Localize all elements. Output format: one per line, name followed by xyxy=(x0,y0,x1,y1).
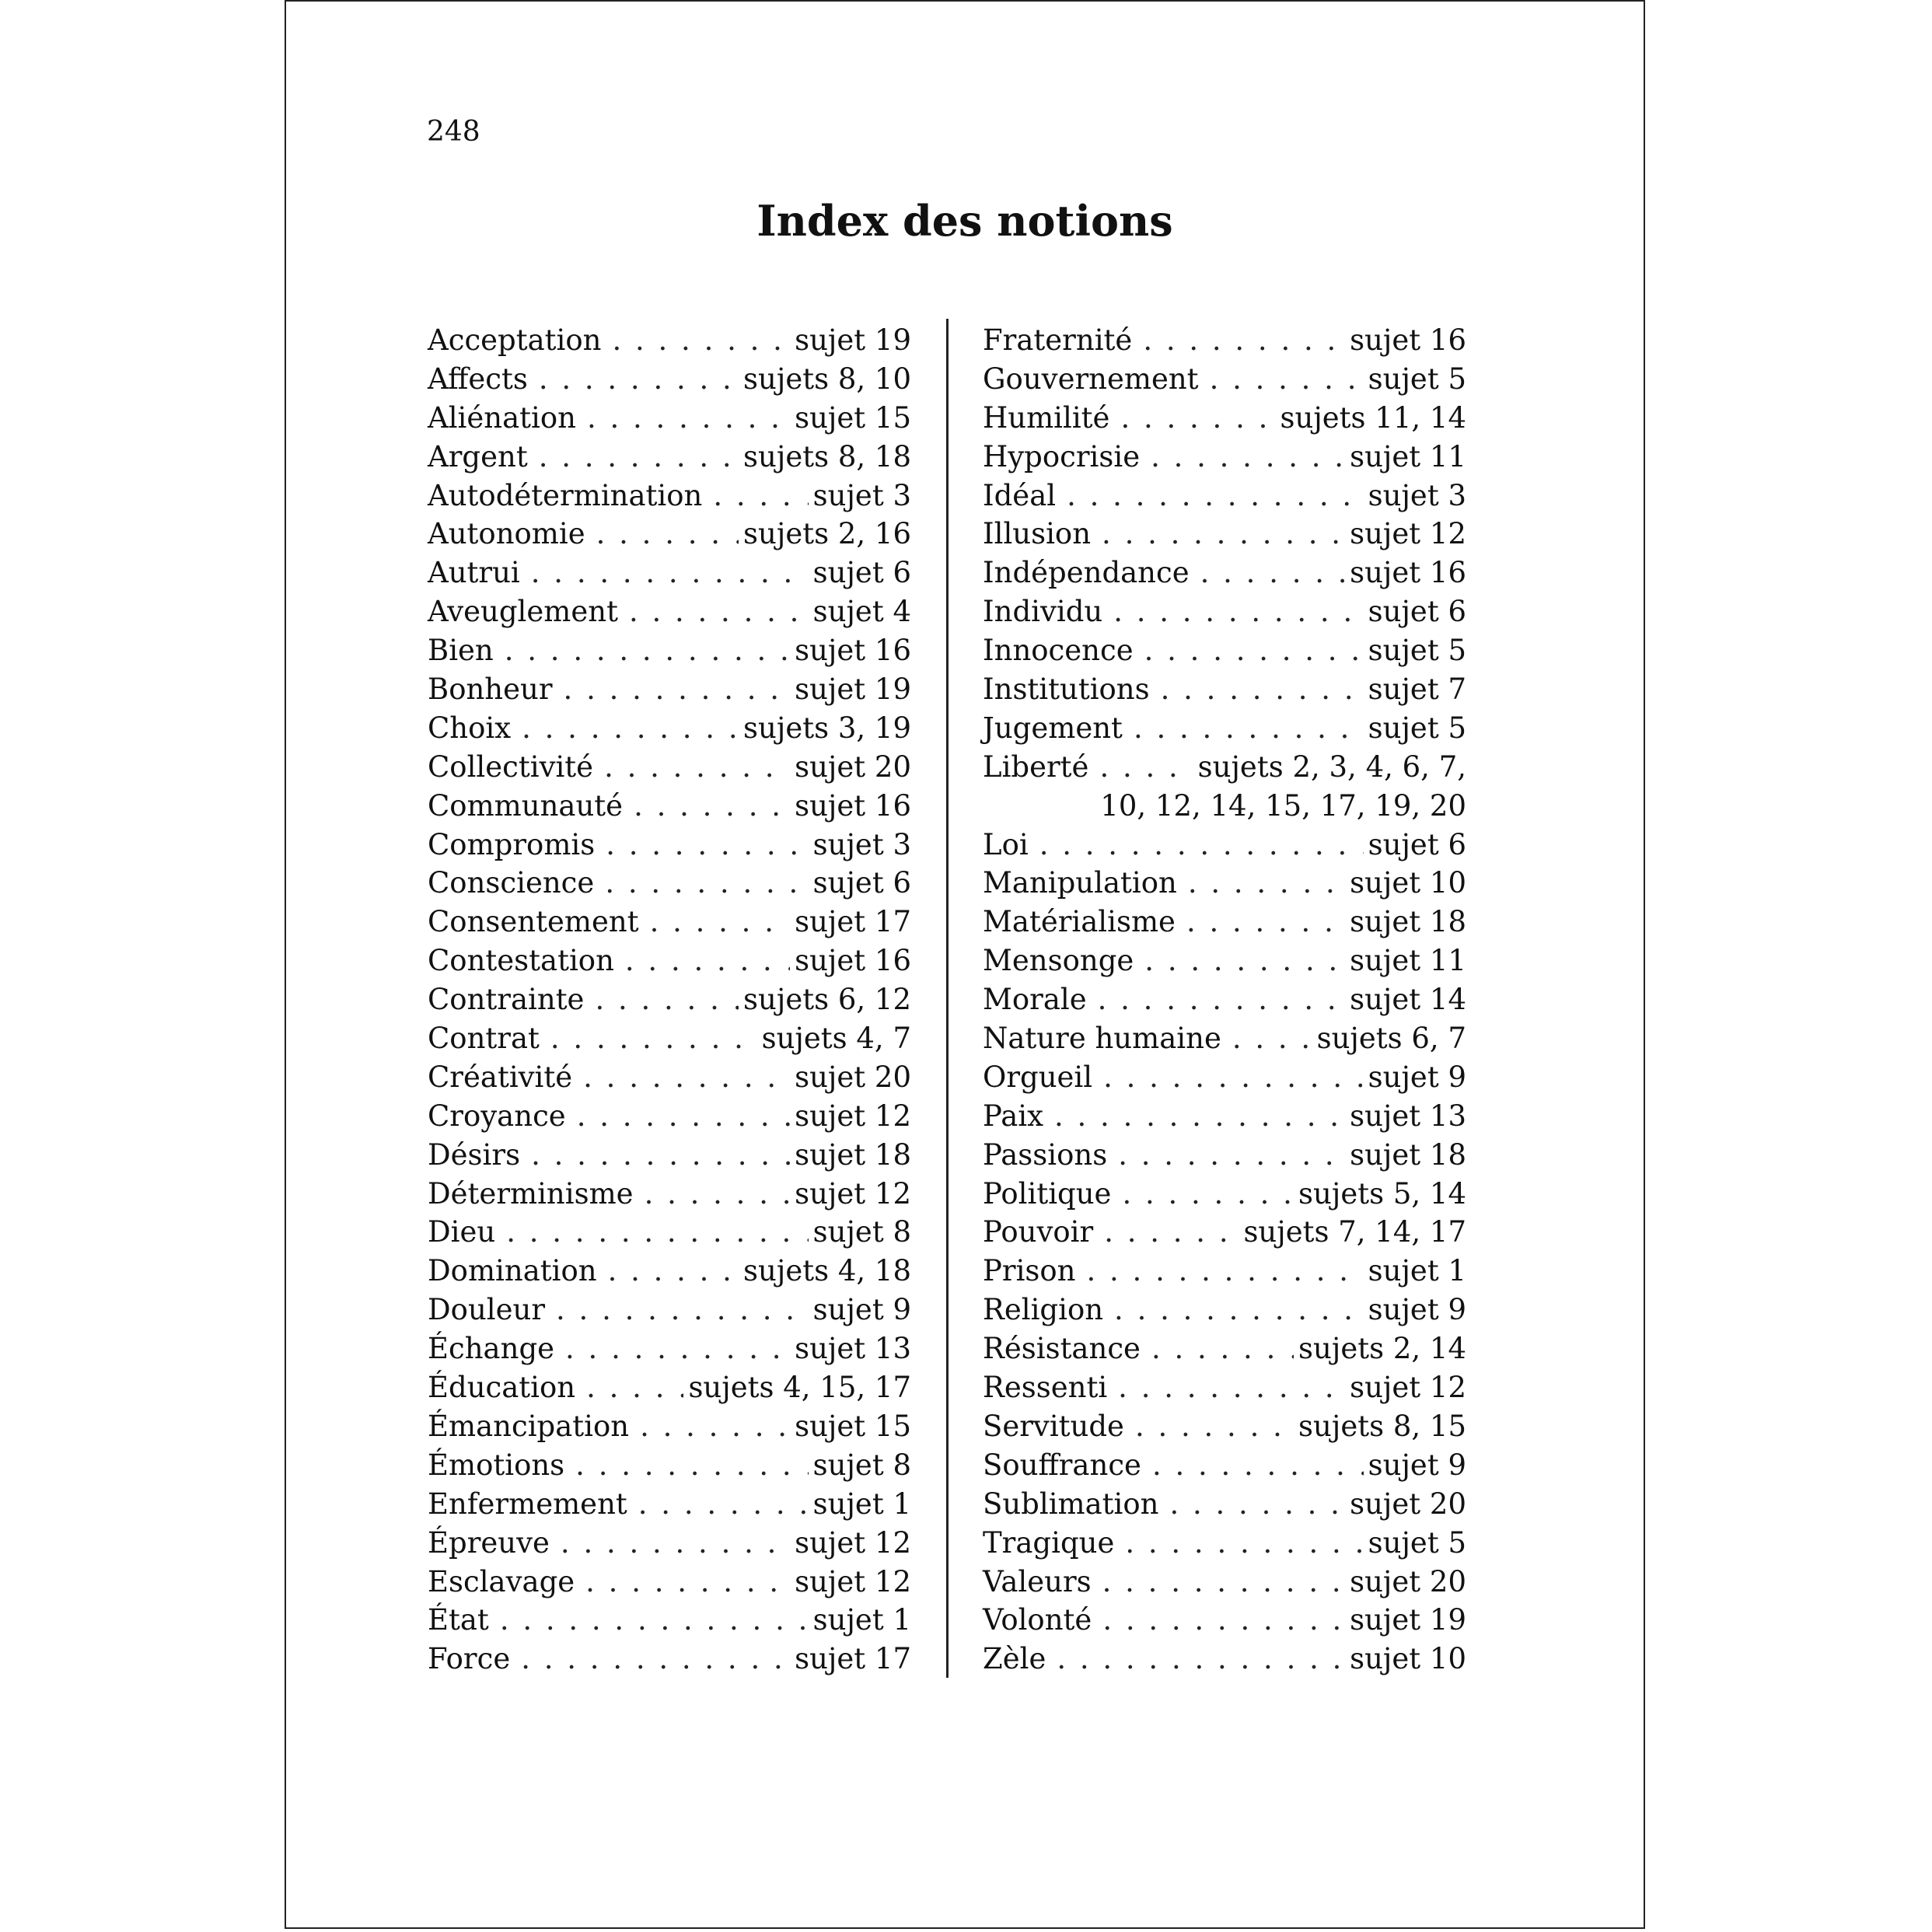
dot-leader xyxy=(531,1136,790,1175)
dot-leader xyxy=(1151,1329,1294,1368)
index-entry xyxy=(983,1058,1466,1097)
index-entry xyxy=(983,1329,1466,1368)
dot-leader xyxy=(596,515,739,554)
index-entry xyxy=(983,477,1466,515)
dot-leader xyxy=(1054,1097,1345,1136)
dot-leader xyxy=(1152,1446,1364,1485)
index-term: Émancipation xyxy=(428,1409,630,1443)
dot-leader xyxy=(1200,554,1345,592)
index-term: Sublimation xyxy=(983,1487,1159,1521)
index-entry xyxy=(983,360,1466,399)
dot-leader xyxy=(713,477,808,515)
index-entry xyxy=(428,592,911,631)
index-entry xyxy=(983,1485,1466,1524)
dot-leader xyxy=(640,1407,790,1446)
dot-leader xyxy=(1144,631,1364,670)
index-reference: sujet 16 xyxy=(795,944,911,978)
index-reference: sujet 7 xyxy=(1368,673,1466,707)
index-entry xyxy=(428,1524,911,1563)
index-term: Liberté xyxy=(983,749,1089,784)
index-reference: sujet 6 xyxy=(812,866,911,900)
index-term: Consentement xyxy=(428,905,639,939)
index-term: Gouvernement xyxy=(983,362,1199,396)
dot-leader xyxy=(1134,709,1364,748)
index-term: Croyance xyxy=(428,1099,566,1133)
index-term: Domination xyxy=(428,1254,597,1288)
index-reference: sujet 4 xyxy=(812,595,911,629)
index-reference: sujet 5 xyxy=(1368,362,1466,396)
index-term: Zèle xyxy=(983,1642,1046,1676)
index-term: Nature humaine xyxy=(983,1022,1221,1056)
index-term: Orgueil xyxy=(983,1060,1093,1094)
dot-leader xyxy=(612,321,790,360)
index-entry xyxy=(983,1291,1466,1329)
index-term: Autodétermination xyxy=(428,478,703,512)
dot-leader xyxy=(645,1175,791,1214)
index-entry xyxy=(428,1407,911,1446)
index-term: Contrainte xyxy=(428,983,585,1017)
dot-leader xyxy=(561,1524,790,1563)
index-term: Religion xyxy=(983,1293,1104,1327)
index-entry xyxy=(428,360,911,399)
index-entry xyxy=(983,980,1466,1019)
index-reference: sujet 5 xyxy=(1368,634,1466,668)
index-term: Matérialisme xyxy=(983,905,1176,939)
index-reference: sujet 18 xyxy=(1350,905,1466,939)
dot-leader xyxy=(1098,980,1345,1019)
index-entry xyxy=(983,826,1466,865)
index-term: Collectivité xyxy=(428,749,594,784)
index-term: Mensonge xyxy=(983,944,1134,978)
dot-leader xyxy=(608,1252,739,1291)
dot-leader xyxy=(1103,1058,1364,1097)
dot-leader xyxy=(1188,864,1345,903)
index-reference: sujets 6, 7 xyxy=(1316,1022,1466,1056)
index-term: Douleur xyxy=(428,1293,546,1327)
index-term: Idéal xyxy=(983,478,1057,512)
dot-leader xyxy=(1102,1601,1345,1640)
index-entry xyxy=(983,1019,1466,1058)
index-reference: sujet 6 xyxy=(1368,827,1466,861)
index-term: Esclavage xyxy=(428,1564,575,1598)
index-entry xyxy=(428,631,911,670)
index-reference: sujet 16 xyxy=(1350,323,1466,357)
dot-leader xyxy=(585,1563,790,1602)
dot-leader xyxy=(506,1213,808,1252)
index-reference: sujets 3, 19 xyxy=(743,711,911,745)
dot-leader xyxy=(1099,748,1193,787)
dot-leader xyxy=(1104,1213,1239,1252)
index-reference: sujet 3 xyxy=(812,478,911,512)
dot-leader xyxy=(595,980,739,1019)
dot-leader xyxy=(586,1368,683,1407)
index-entry xyxy=(428,709,911,748)
index-entry xyxy=(983,321,1466,360)
index-term: Paix xyxy=(983,1099,1043,1133)
index-entry xyxy=(983,1640,1466,1679)
index-entry xyxy=(428,1058,911,1097)
index-entry xyxy=(983,399,1466,438)
index-entry xyxy=(428,1019,911,1058)
index-reference: sujets 8, 18 xyxy=(743,439,911,473)
index-reference: sujet 1 xyxy=(1368,1254,1466,1288)
index-entry xyxy=(983,1524,1466,1563)
index-reference-continuation: 10, 12, 14, 15, 17, 19, 20 xyxy=(1100,788,1466,823)
index-term: Autonomie xyxy=(428,517,585,551)
dot-leader xyxy=(634,787,790,826)
index-entry xyxy=(428,748,911,787)
index-term: Enfermement xyxy=(428,1487,627,1521)
index-reference: sujet 20 xyxy=(1350,1487,1466,1521)
index-entry xyxy=(428,1563,911,1602)
index-term: Créativité xyxy=(428,1060,573,1094)
index-entry xyxy=(428,1291,911,1329)
index-reference: sujets 8, 10 xyxy=(743,362,911,396)
index-term: Prison xyxy=(983,1254,1076,1288)
dot-leader xyxy=(531,554,809,592)
index-reference: sujet 19 xyxy=(795,323,911,357)
index-entry xyxy=(983,438,1466,477)
index-term: Dieu xyxy=(428,1215,496,1249)
index-term: Individu xyxy=(983,595,1103,629)
dot-leader xyxy=(629,592,809,631)
index-reference: sujet 10 xyxy=(1350,1642,1466,1676)
index-entry xyxy=(983,554,1466,592)
dot-leader xyxy=(1120,399,1275,438)
dot-leader xyxy=(1113,592,1363,631)
index-term: Hypocrisie xyxy=(983,439,1141,473)
index-reference: sujet 10 xyxy=(1350,866,1466,900)
index-term: Indépendance xyxy=(983,556,1190,590)
index-term: Passions xyxy=(983,1137,1108,1172)
index-entry xyxy=(983,709,1466,748)
index-reference: sujet 19 xyxy=(1350,1603,1466,1637)
index-term: Servitude xyxy=(983,1409,1124,1443)
index-reference: sujet 19 xyxy=(795,673,911,707)
dot-leader xyxy=(606,826,808,865)
dot-leader xyxy=(625,942,790,980)
index-entry xyxy=(428,515,911,554)
index-entry xyxy=(983,592,1466,631)
dot-leader xyxy=(650,903,791,942)
index-term: Volonté xyxy=(983,1603,1092,1637)
index-term: Valeurs xyxy=(983,1564,1092,1598)
index-entry xyxy=(428,477,911,515)
index-term: Conscience xyxy=(428,866,595,900)
index-term: Morale xyxy=(983,983,1087,1017)
index-entry xyxy=(428,787,911,826)
index-term: Compromis xyxy=(428,827,596,861)
index-term: Politique xyxy=(983,1176,1112,1211)
index-entry xyxy=(428,1446,911,1485)
dot-leader xyxy=(565,1329,790,1368)
index-reference: sujet 8 xyxy=(812,1448,911,1482)
index-reference: sujets 5, 14 xyxy=(1298,1176,1466,1211)
index-term: État xyxy=(428,1603,489,1637)
index-reference: sujets 4, 18 xyxy=(743,1254,911,1288)
dot-leader xyxy=(556,1291,809,1329)
index-term: Déterminisme xyxy=(428,1176,634,1211)
index-reference: sujet 20 xyxy=(795,749,911,784)
index-reference: sujet 9 xyxy=(1368,1448,1466,1482)
dot-leader xyxy=(1161,670,1364,709)
index-entry xyxy=(983,1563,1466,1602)
index-term: Aveuglement xyxy=(428,595,618,629)
index-reference: sujet 16 xyxy=(795,634,911,668)
index-entry xyxy=(983,864,1466,903)
index-term: Humilité xyxy=(983,400,1110,435)
dot-leader xyxy=(1125,1524,1363,1563)
index-entry xyxy=(983,1446,1466,1485)
dot-leader xyxy=(638,1485,809,1524)
index-reference: sujets 2, 3, 4, 6, 7, xyxy=(1197,749,1466,784)
index-reference: sujet 6 xyxy=(812,556,911,590)
index-reference: sujet 1 xyxy=(812,1487,911,1521)
index-reference: sujet 1 xyxy=(812,1603,911,1637)
index-entry xyxy=(428,1485,911,1524)
index-term: Ressenti xyxy=(983,1371,1108,1405)
index-reference: sujet 9 xyxy=(812,1293,911,1327)
dot-leader xyxy=(539,360,739,399)
index-entry xyxy=(428,399,911,438)
index-reference: sujet 17 xyxy=(795,905,911,939)
index-reference: sujet 5 xyxy=(1368,711,1466,745)
dot-leader xyxy=(1122,1175,1294,1214)
index-reference: sujets 4, 7 xyxy=(761,1022,911,1056)
dot-leader xyxy=(1143,321,1345,360)
index-term: Fraternité xyxy=(983,323,1133,357)
dot-leader xyxy=(583,1058,790,1097)
index-reference: sujets 2, 14 xyxy=(1298,1332,1466,1366)
index-entry xyxy=(428,1136,911,1175)
index-term: Tragique xyxy=(983,1525,1115,1560)
dot-leader xyxy=(1210,360,1364,399)
index-entry xyxy=(983,903,1466,942)
index-entry xyxy=(428,1252,911,1291)
index-entry xyxy=(983,1097,1466,1136)
index-reference: sujet 11 xyxy=(1350,439,1466,473)
dot-leader xyxy=(1102,1563,1345,1602)
dot-leader xyxy=(1232,1019,1312,1058)
index-reference: sujet 6 xyxy=(1368,595,1466,629)
index-reference: sujet 12 xyxy=(795,1176,911,1211)
dot-leader xyxy=(1114,1291,1364,1329)
index-reference: sujet 18 xyxy=(795,1137,911,1172)
dot-leader xyxy=(521,1640,790,1679)
dot-leader xyxy=(1039,826,1364,865)
index-term: Force xyxy=(428,1642,511,1676)
dot-leader xyxy=(604,748,790,787)
dot-leader xyxy=(1118,1136,1345,1175)
index-entry xyxy=(428,1097,911,1136)
dot-leader xyxy=(1087,1252,1364,1291)
index-reference: sujet 16 xyxy=(1350,556,1466,590)
index-reference: sujets 11, 14 xyxy=(1280,400,1466,435)
index-entry xyxy=(428,1213,911,1252)
index-reference: sujet 15 xyxy=(795,1409,911,1443)
dot-leader xyxy=(539,438,739,477)
dot-leader xyxy=(1057,1640,1345,1679)
page-number: 248 xyxy=(427,116,480,148)
index-reference: sujet 12 xyxy=(795,1525,911,1560)
index-term: Innocence xyxy=(983,634,1134,668)
index-reference: sujet 12 xyxy=(1350,517,1466,551)
index-term: Illusion xyxy=(983,517,1092,551)
index-reference: sujet 13 xyxy=(795,1332,911,1366)
index-term: Bonheur xyxy=(428,673,553,707)
index-entry xyxy=(983,1136,1466,1175)
index-reference: sujet 16 xyxy=(795,788,911,823)
index-column-left xyxy=(428,321,911,1679)
index-reference: sujets 8, 15 xyxy=(1298,1409,1466,1443)
index-term: Institutions xyxy=(983,673,1150,707)
index-term: Choix xyxy=(428,711,512,745)
index-reference: sujet 8 xyxy=(812,1215,911,1249)
dot-leader xyxy=(1144,942,1345,980)
index-entry xyxy=(428,903,911,942)
index-reference: sujet 20 xyxy=(795,1060,911,1094)
index-reference: sujet 5 xyxy=(1368,1525,1466,1560)
index-entry xyxy=(428,1329,911,1368)
index-term: Éducation xyxy=(428,1371,576,1405)
index-term: Autrui xyxy=(428,556,520,590)
index-entry xyxy=(428,1601,911,1640)
index-reference: sujet 15 xyxy=(795,400,911,435)
index-reference: sujet 12 xyxy=(795,1564,911,1598)
dot-leader xyxy=(1102,515,1345,554)
index-entry xyxy=(428,321,911,360)
dot-leader xyxy=(1067,477,1364,515)
dot-leader xyxy=(1118,1368,1345,1407)
dot-leader xyxy=(577,1097,790,1136)
index-entry xyxy=(983,942,1466,980)
index-term: Résistance xyxy=(983,1332,1141,1366)
dot-leader xyxy=(575,1446,808,1485)
index-entry xyxy=(983,1601,1466,1640)
dot-leader xyxy=(522,709,739,748)
index-entry xyxy=(428,826,911,865)
index-reference: sujet 12 xyxy=(1350,1371,1466,1405)
index-term: Aliénation xyxy=(428,400,576,435)
index-term: Argent xyxy=(428,439,528,473)
index-entry xyxy=(428,1368,911,1407)
index-term: Émotions xyxy=(428,1448,565,1482)
index-entry xyxy=(428,670,911,709)
index-term: Contestation xyxy=(428,944,614,978)
index-entry xyxy=(428,554,911,592)
dot-leader xyxy=(1151,438,1345,477)
index-reference: sujets 2, 16 xyxy=(743,517,911,551)
index-reference: sujet 11 xyxy=(1350,944,1466,978)
index-term: Bien xyxy=(428,634,494,668)
index-entry xyxy=(983,1407,1466,1446)
index-entry xyxy=(983,1368,1466,1407)
index-entry xyxy=(428,438,911,477)
dot-leader xyxy=(587,399,790,438)
dot-leader xyxy=(1135,1407,1294,1446)
index-column-right xyxy=(983,321,1466,1679)
index-reference: sujet 3 xyxy=(1368,478,1466,512)
index-term: Pouvoir xyxy=(983,1215,1094,1249)
index-reference: sujets 7, 14, 17 xyxy=(1243,1215,1466,1249)
dot-leader xyxy=(1186,903,1345,942)
index-reference: sujet 17 xyxy=(795,1642,911,1676)
index-reference: sujet 20 xyxy=(1350,1564,1466,1598)
index-entry xyxy=(983,631,1466,670)
index-reference: sujet 3 xyxy=(812,827,911,861)
index-entry xyxy=(983,1252,1466,1291)
index-entry xyxy=(428,1640,911,1679)
index-term: Acceptation xyxy=(428,323,602,357)
index-entry xyxy=(983,670,1466,709)
index-term: Manipulation xyxy=(983,866,1177,900)
index-reference: sujet 12 xyxy=(795,1099,911,1133)
index-entry xyxy=(983,515,1466,554)
index-term: Souffrance xyxy=(983,1448,1141,1482)
index-term: Affects xyxy=(428,362,528,396)
index-entry xyxy=(983,1175,1466,1214)
index-reference: sujet 14 xyxy=(1350,983,1466,1017)
index-reference: sujet 9 xyxy=(1368,1293,1466,1327)
index-entry xyxy=(983,748,1466,787)
index-entry xyxy=(428,864,911,903)
index-term: Jugement xyxy=(983,711,1123,745)
index-reference: sujets 4, 15, 17 xyxy=(688,1371,911,1405)
dot-leader xyxy=(550,1019,757,1058)
column-divider xyxy=(946,319,949,1678)
index-term: Épreuve xyxy=(428,1525,550,1560)
index-term: Loi xyxy=(983,827,1029,861)
page-title: Index des notions xyxy=(756,196,1173,246)
index-entry xyxy=(428,942,911,980)
index-reference: sujet 13 xyxy=(1350,1099,1466,1133)
index-term: Désirs xyxy=(428,1137,521,1172)
dot-leader xyxy=(500,1601,809,1640)
index-term: Communauté xyxy=(428,788,624,823)
index-reference: sujets 6, 12 xyxy=(743,983,911,1017)
dot-leader xyxy=(1169,1485,1345,1524)
index-reference: sujet 9 xyxy=(1368,1060,1466,1094)
index-entry xyxy=(983,1213,1466,1252)
dot-leader xyxy=(605,864,808,903)
index-entry xyxy=(428,1175,911,1214)
index-term: Échange xyxy=(428,1332,555,1366)
index-entry xyxy=(428,980,911,1019)
index-reference: sujet 18 xyxy=(1350,1137,1466,1172)
index-term: Contrat xyxy=(428,1022,540,1056)
dot-leader xyxy=(505,631,790,670)
dot-leader xyxy=(564,670,791,709)
